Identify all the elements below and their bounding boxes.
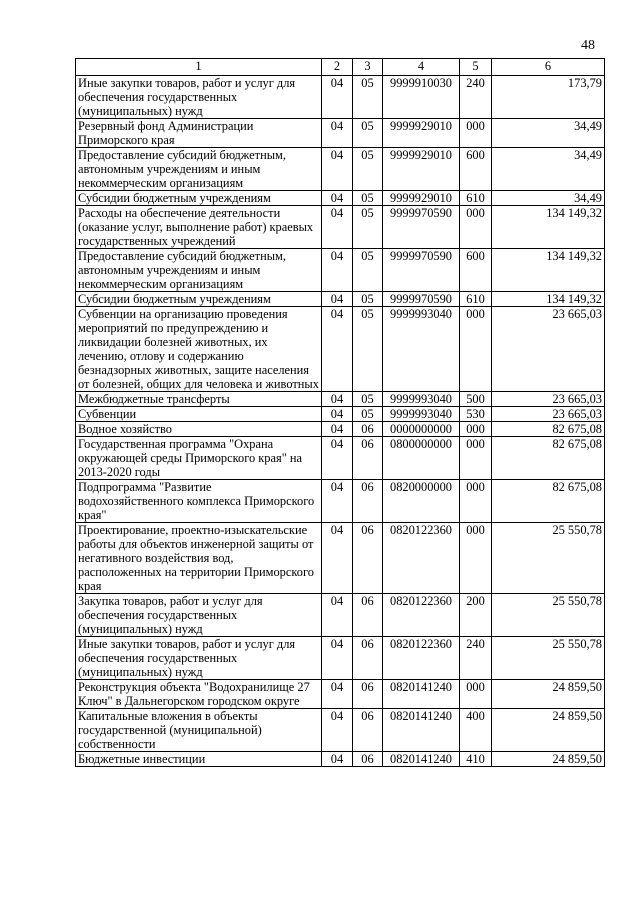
row-sum: 24 859,50 <box>492 709 605 752</box>
table-row <box>76 437 605 480</box>
table-row <box>76 480 605 523</box>
row-target-code: 9999970590 <box>383 206 460 249</box>
row-name: Субвенции <box>76 407 322 422</box>
row-section: 04 <box>322 206 353 249</box>
row-target-code: 0820122360 <box>383 637 460 680</box>
row-name: Иные закупки товаров, работ и услуг для обеспечения государственных (муниципальных) нужд <box>76 637 322 680</box>
row-section: 04 <box>322 523 353 594</box>
row-target-code: 9999929010 <box>383 119 460 148</box>
row-section: 04 <box>322 392 353 407</box>
row-subsection: 05 <box>353 148 383 191</box>
row-subsection: 05 <box>353 191 383 206</box>
row-expense-type: 240 <box>460 637 492 680</box>
row-sum: 23 665,03 <box>492 407 605 422</box>
row-section: 04 <box>322 752 353 767</box>
row-subsection: 05 <box>353 206 383 249</box>
row-section: 04 <box>322 76 353 119</box>
row-target-code: 0820141240 <box>383 680 460 709</box>
row-section: 04 <box>322 307 353 392</box>
row-section: 04 <box>322 249 353 292</box>
row-target-code: 0820141240 <box>383 752 460 767</box>
row-section: 04 <box>322 148 353 191</box>
row-name: Расходы на обеспечение деятельности (оказание услуг, выполнение работ) краевых государственных учреждений <box>76 206 322 249</box>
row-subsection: 06 <box>353 680 383 709</box>
row-subsection: 06 <box>353 637 383 680</box>
row-name: Реконструкция объекта "Водохранилище 27 Ключ" в Дальнегорском городском округе <box>76 680 322 709</box>
row-section: 04 <box>322 191 353 206</box>
table-row <box>76 392 605 407</box>
row-sum: 82 675,08 <box>492 422 605 437</box>
row-sum: 134 149,32 <box>492 292 605 307</box>
row-subsection: 06 <box>353 523 383 594</box>
row-section: 04 <box>322 437 353 480</box>
row-sum: 82 675,08 <box>492 437 605 480</box>
row-target-code: 9999993040 <box>383 307 460 392</box>
header-col-3: 3 <box>353 59 383 76</box>
row-section: 04 <box>322 594 353 637</box>
row-sum: 82 675,08 <box>492 480 605 523</box>
row-expense-type: 200 <box>460 594 492 637</box>
row-sum: 24 859,50 <box>492 752 605 767</box>
budget-table <box>75 58 605 767</box>
row-subsection: 06 <box>353 422 383 437</box>
row-target-code: 9999970590 <box>383 292 460 307</box>
row-sum: 34,49 <box>492 191 605 206</box>
row-expense-type: 530 <box>460 407 492 422</box>
row-subsection: 05 <box>353 249 383 292</box>
row-section: 04 <box>322 480 353 523</box>
row-expense-type: 610 <box>460 292 492 307</box>
row-subsection: 05 <box>353 76 383 119</box>
row-target-code: 9999993040 <box>383 392 460 407</box>
row-expense-type: 240 <box>460 76 492 119</box>
row-name: Предоставление субсидий бюджетным, автономным учреждениям и иным некоммерческим организациям <box>76 148 322 191</box>
row-target-code: 0820000000 <box>383 480 460 523</box>
row-subsection: 05 <box>353 292 383 307</box>
header-col-6: 6 <box>492 59 605 76</box>
row-subsection: 05 <box>353 119 383 148</box>
header-col-4: 4 <box>383 59 460 76</box>
row-expense-type: 410 <box>460 752 492 767</box>
header-col-5: 5 <box>460 59 492 76</box>
row-subsection: 06 <box>353 709 383 752</box>
row-target-code: 9999929010 <box>383 148 460 191</box>
header-col-1: 1 <box>76 59 322 76</box>
table-row <box>76 594 605 637</box>
row-name: Предоставление субсидий бюджетным, автономным учреждениям и иным некоммерческим организациям <box>76 249 322 292</box>
table-row <box>76 709 605 752</box>
row-target-code: 0820122360 <box>383 523 460 594</box>
row-name: Бюджетные инвестиции <box>76 752 322 767</box>
row-name: Капитальные вложения в объекты государственной (муниципальной) собственности <box>76 709 322 752</box>
row-name: Подпрограмма "Развитие водохозяйственного комплекса Приморского края" <box>76 480 322 523</box>
table-row <box>76 637 605 680</box>
table-row <box>76 148 605 191</box>
row-sum: 25 550,78 <box>492 594 605 637</box>
row-section: 04 <box>322 422 353 437</box>
page-number: 48 <box>581 38 595 53</box>
row-name: Межбюджетные трансферты <box>76 392 322 407</box>
row-expense-type: 500 <box>460 392 492 407</box>
row-subsection: 05 <box>353 307 383 392</box>
row-sum: 24 859,50 <box>492 680 605 709</box>
table-body <box>76 76 605 767</box>
row-sum: 25 550,78 <box>492 637 605 680</box>
row-expense-type: 600 <box>460 249 492 292</box>
table-row <box>76 422 605 437</box>
row-target-code: 0000000000 <box>383 422 460 437</box>
row-sum: 34,49 <box>492 119 605 148</box>
row-subsection: 05 <box>353 392 383 407</box>
table-row <box>76 407 605 422</box>
row-sum: 134 149,32 <box>492 206 605 249</box>
row-name: Государственная программа "Охрана окружающей среды Приморского края" на 2013-2020 годы <box>76 437 322 480</box>
row-section: 04 <box>322 637 353 680</box>
table-row <box>76 307 605 392</box>
row-expense-type: 000 <box>460 206 492 249</box>
row-subsection: 06 <box>353 752 383 767</box>
row-subsection: 06 <box>353 480 383 523</box>
table-row <box>76 249 605 292</box>
row-target-code: 9999929010 <box>383 191 460 206</box>
row-section: 04 <box>322 292 353 307</box>
row-expense-type: 000 <box>460 480 492 523</box>
row-section: 04 <box>322 680 353 709</box>
row-target-code: 9999970590 <box>383 249 460 292</box>
row-name: Закупка товаров, работ и услуг для обеспечения государственных (муниципальных) нужд <box>76 594 322 637</box>
row-expense-type: 600 <box>460 148 492 191</box>
table-row <box>76 752 605 767</box>
row-section: 04 <box>322 407 353 422</box>
row-name: Иные закупки товаров, работ и услуг для обеспечения государственных (муниципальных) нужд <box>76 76 322 119</box>
row-target-code: 0820122360 <box>383 594 460 637</box>
row-sum: 23 665,03 <box>492 392 605 407</box>
table-row <box>76 191 605 206</box>
row-name: Субвенции на организацию проведения мероприятий по предупреждению и ликвидации болезней животных, их лечению, отлову и содержанию безнадзорных животных, защите населения от болезней, общих для человека и животных <box>76 307 322 392</box>
row-target-code: 9999910030 <box>383 76 460 119</box>
row-subsection: 06 <box>353 437 383 480</box>
row-name: Водное хозяйство <box>76 422 322 437</box>
row-sum: 173,79 <box>492 76 605 119</box>
row-section: 04 <box>322 709 353 752</box>
row-subsection: 06 <box>353 594 383 637</box>
table-row <box>76 292 605 307</box>
row-expense-type: 000 <box>460 680 492 709</box>
row-name: Проектирование, проектно-изыскательские работы для объектов инженерной защиты от негативного воздействия вод, расположенных на территории Приморского края <box>76 523 322 594</box>
table-row <box>76 523 605 594</box>
row-name: Резервный фонд Администрации Приморского края <box>76 119 322 148</box>
row-expense-type: 000 <box>460 437 492 480</box>
row-expense-type: 000 <box>460 307 492 392</box>
row-expense-type: 000 <box>460 119 492 148</box>
row-expense-type: 000 <box>460 523 492 594</box>
header-col-2: 2 <box>322 59 353 76</box>
row-sum: 25 550,78 <box>492 523 605 594</box>
table-row <box>76 206 605 249</box>
table-row <box>76 76 605 119</box>
row-expense-type: 400 <box>460 709 492 752</box>
row-name: Субсидии бюджетным учреждениям <box>76 292 322 307</box>
row-expense-type: 610 <box>460 191 492 206</box>
row-sum: 23 665,03 <box>492 307 605 392</box>
header-row <box>76 59 605 76</box>
table-row <box>76 119 605 148</box>
row-section: 04 <box>322 119 353 148</box>
row-sum: 134 149,32 <box>492 249 605 292</box>
row-expense-type: 000 <box>460 422 492 437</box>
row-subsection: 05 <box>353 407 383 422</box>
row-sum: 34,49 <box>492 148 605 191</box>
row-name: Субсидии бюджетным учреждениям <box>76 191 322 206</box>
row-target-code: 9999993040 <box>383 407 460 422</box>
table-row <box>76 680 605 709</box>
row-target-code: 0800000000 <box>383 437 460 480</box>
row-target-code: 0820141240 <box>383 709 460 752</box>
